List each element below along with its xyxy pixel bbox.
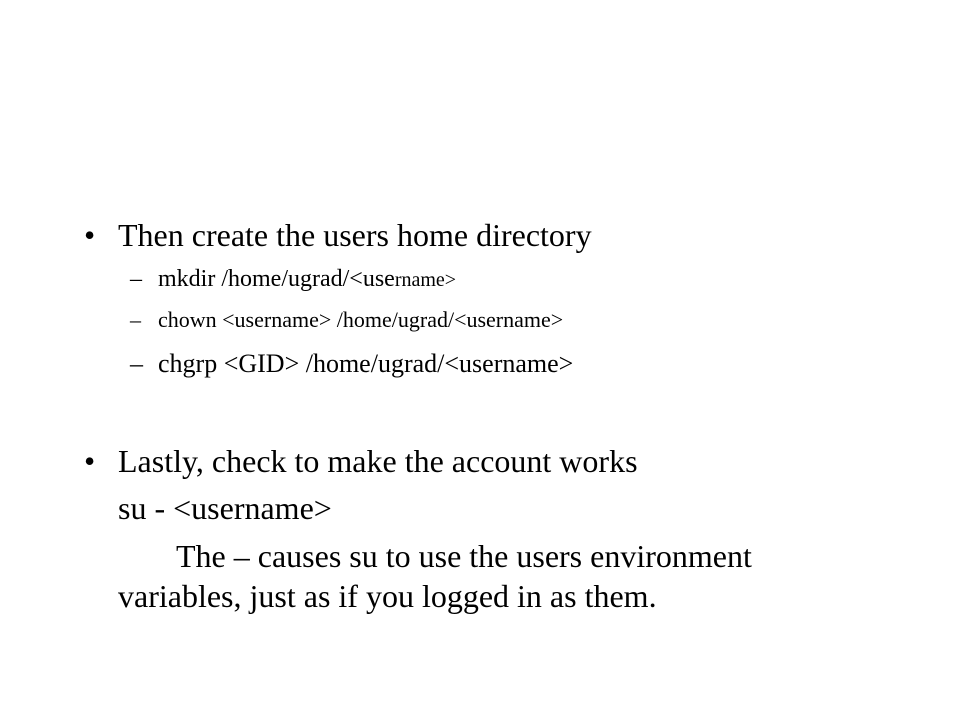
bullet-text: Lastly, check to make the account works: [118, 443, 638, 479]
sub-bullet-text: chown <username> /home/ugrad/<username>: [158, 307, 564, 332]
sub-bullet-marker: –: [130, 349, 143, 378]
sub-bullet-marker: –: [130, 307, 141, 332]
command-line: su - <username>: [118, 490, 332, 526]
sub-bullet-marker: –: [130, 266, 142, 292]
bullet-marker: •: [84, 443, 96, 479]
sub-bullet-text-tail: rname>: [394, 269, 457, 291]
explanation-paragraph: [118, 536, 878, 616]
bullet-marker: •: [84, 217, 96, 253]
sub-bullet-text: chgrp <GID> /home/ugrad/<username>: [158, 349, 574, 378]
sub-bullet-text: mkdir /home/ugrad/<use: [158, 266, 395, 292]
bullet-text: Then create the users home directory: [118, 217, 592, 253]
sub-bullet-chgrp: [130, 348, 573, 380]
explanation-text: The – causes su to use the users environment variables, just as if you logged in as them.: [118, 538, 752, 614]
sub-bullet-chown: [130, 306, 563, 334]
sub-bullet-mkdir: [130, 264, 456, 295]
bullet-check-account: [84, 442, 638, 480]
bullet-home-directory: [84, 216, 592, 254]
